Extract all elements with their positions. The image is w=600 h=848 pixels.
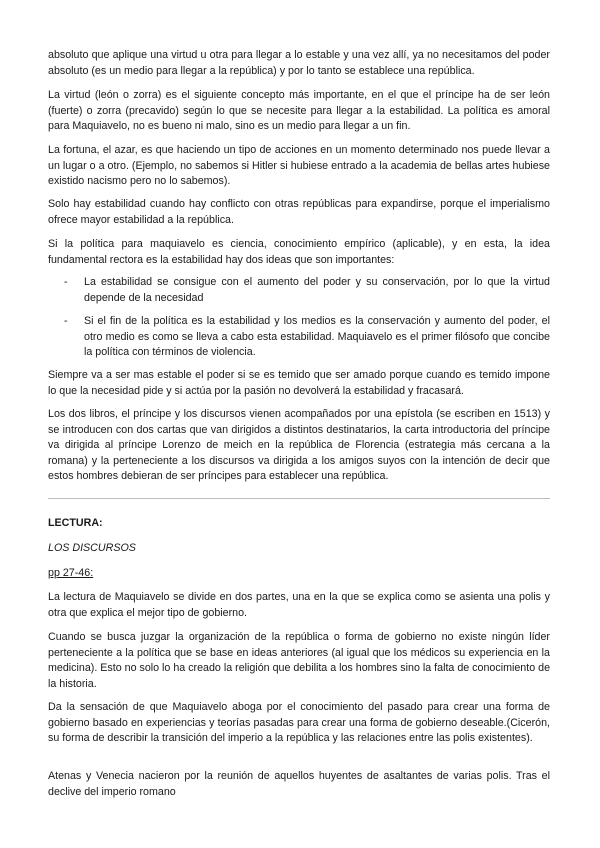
paragraph-politics-science: Si la política para maquiavelo es ciencia, conocimiento empírico (aplicable), y en esta, la idea fundamental rectora es la estabilidad hay dos ideas que son importantes: bbox=[48, 238, 550, 266]
bullet-item-stability bbox=[64, 275, 550, 306]
paragraph-virtue: La virtud (león o zorra) es el siguiente concepto más importante, en el que el príncipe ha de ser león (fuerte) o zorra (precavido) según lo que se necesite para llegar a la estabilidad. La política es amoral para Maquiavelo, no es bueno ni malo, sino es un medio para llegar a un fin. bbox=[48, 89, 550, 132]
section-heading: LECTURA: bbox=[48, 517, 103, 529]
bullet-text: La estabilidad se consigue con el aumento del poder y su conservación, por lo que la virtud depende de la necesidad bbox=[84, 276, 550, 304]
paragraph-feared-loved: Siempre va a ser mas estable el poder si se es temido que ser amado porque cuando es temido impone lo que la necesidad pide y si actúa por la pasión no devolverá la estabilidad y fracasará. bbox=[48, 369, 550, 397]
paragraph-fortune: La fortuna, el azar, es que haciendo un tipo de acciones en un momento determinado nos puede llevar a un lugar o a otro. (Ejemplo, no sabemos si Hitler si hubiese entrado a la academia de bellas artes hubiese existido nacismo pero no lo sabemos). bbox=[48, 144, 550, 187]
paragraph-two-books: Los dos libros, el príncipe y los discursos vienen acompañados por una epístola (se escriben en 1513) y se introducen con dos cartas que van dirigidos a distintos destinatarios, la carta introductoria del príncipe va dirigida al príncipe Lorenzo de meich en la república de Florencia (estrategia más cercana a la romana) y la perteneciente a los discursos va dirigida a los amigos suyos con la intención de decir que estos hombres debieran de ser príncipes para establecer una república. bbox=[48, 408, 550, 482]
section-subtitle: LOS DISCURSOS bbox=[48, 542, 136, 554]
paragraph-reading-parts: La lectura de Maquiavelo se divide en dos partes, una en la que se explica como se asienta una polis y otra que explica el mejor tipo de gobierno. bbox=[48, 591, 550, 619]
paragraph-absolute-power: absoluto que aplique una virtud u otra para llegar a lo estable y una vez allí, ya no necesitamos del poder absoluto (es un medio para llegar a la república) y por lo tanto se establece una república. bbox=[48, 49, 550, 77]
bullet-text: Si el fin de la política es la estabilidad y los medios es la conservación y aumento del poder, el otro medio es como se lleva a cabo esta estabilidad. Maquiavelo es el primer filósofo que concibe la política con términos de violencia. bbox=[84, 315, 550, 358]
paragraph-stability: Solo hay estabilidad cuando hay conflicto con otras repúblicas para expandirse, porque el imperialismo ofrece mayor estabilidad a la república. bbox=[48, 198, 550, 226]
bullet-dash: - bbox=[64, 276, 68, 288]
paragraph-government-form: Cuando se busca juzgar la organización de la república o forma de gobierno no existe ningún líder perteneciente a la política que se base en ideas anteriores (al igual que los médicos su experiencia en la medicina). Esto no solo lo ha creado la religión que debilita a los hombres sino la falta de conocimiento de la historia. bbox=[48, 631, 551, 690]
bullet-item-violence bbox=[64, 314, 550, 361]
horizontal-divider bbox=[48, 498, 550, 499]
paragraph-athens-venice: Atenas y Venecia nacieron por la reunión de aquellos huyentes de asaltantes de varias polis. Tras el declive del imperio romano bbox=[48, 770, 550, 798]
page-reference: pp 27-46: bbox=[48, 567, 94, 579]
paragraph-past-knowledge: Da la sensación de que Maquiavelo aboga por el conocimiento del pasado para crear una forma de gobierno basado en experiencias y teorías pasadas para crear una forma de gobierno deseable.(Cicerón, su forma de describir la transición del imperio a la república y las relaciones entre las polis existentes). bbox=[48, 701, 550, 744]
bullet-dash: - bbox=[64, 315, 68, 327]
